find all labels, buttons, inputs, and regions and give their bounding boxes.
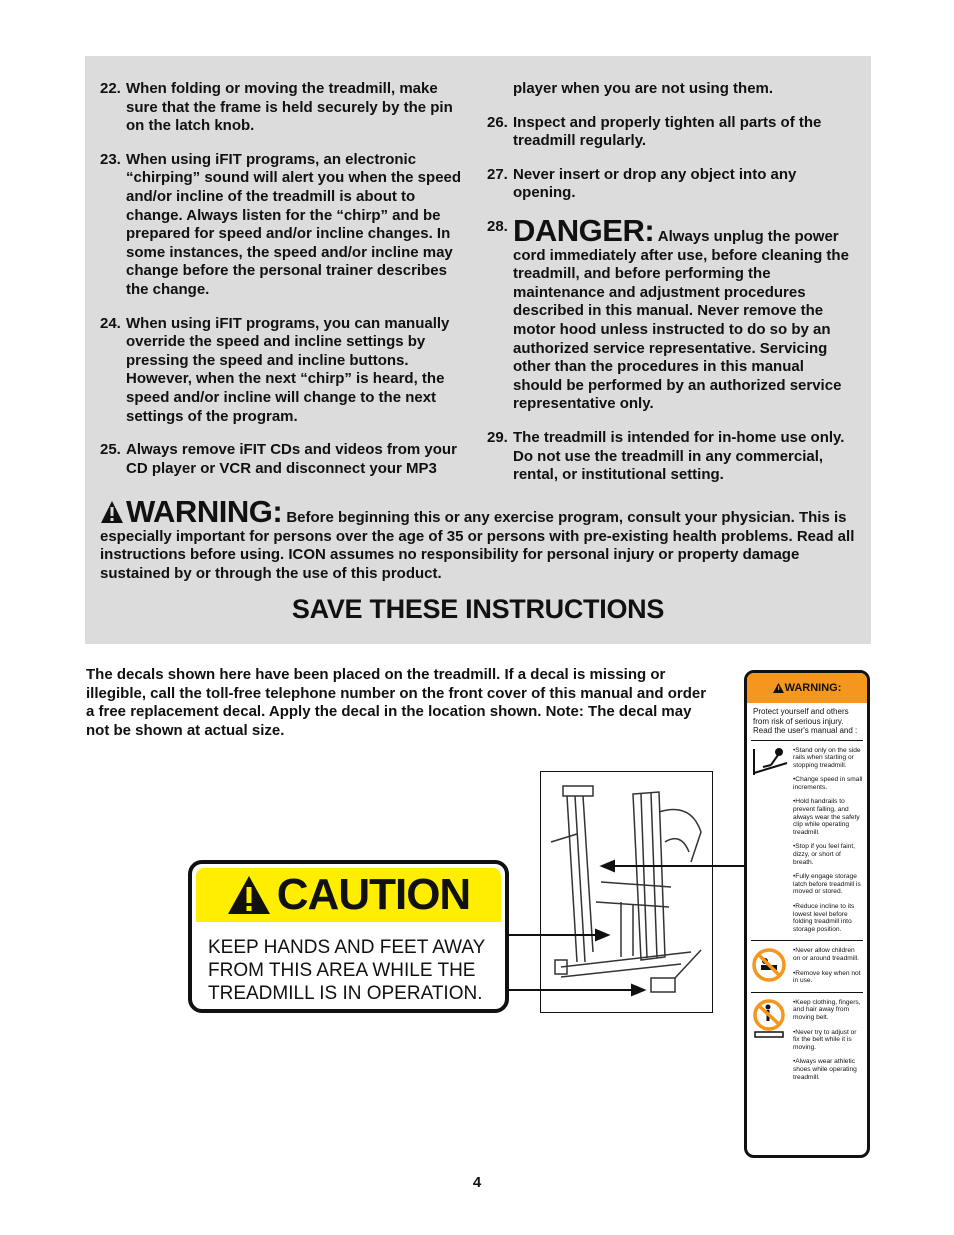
save-instructions-title: SAVE THESE INSTRUCTIONS bbox=[291, 594, 665, 624]
warning-decal bbox=[744, 670, 870, 1158]
instruction-22: 22. When folding or moving the treadmill, make sure that the frame is held securely by the pin on the latch knob. bbox=[100, 80, 453, 135]
warning-decal-item: •Always wear athletic shoes while operating treadmill. bbox=[793, 1058, 857, 1081]
instruction-23: 23. When using iFIT programs, an electronic “chirping” sound will alert you when the speed and/or incline of the treadmill is about to change. Always listen for the “chirp” and be prepared for speed and/or incline changes. In some instances, the speed and/or incline may change before the personal trainer describes the change. bbox=[100, 150, 462, 298]
instruction-27: 27. Never insert or drop any object into any opening. bbox=[487, 165, 797, 202]
decal-paragraph: The decals shown here have been placed on the treadmill. If a decal is missing or illegible, call the toll-free telephone number on the front cover of this manual and order a free replacement decal. Apply the decal in the location shown. Note: The decal may not be shown at actual size. bbox=[86, 666, 707, 739]
warning-decal-item: •Never allow children on or around treadmill. bbox=[793, 947, 859, 962]
instruction-25: 25. Always remove iFIT CDs and videos from your CD player or VCR and disconnect your MP3 bbox=[100, 441, 457, 477]
warning-decal-item: •Never try to adjust or fix the belt while it is moving. bbox=[793, 1028, 857, 1051]
instruction-24: 24. When using iFIT programs, you can manually override the speed and incline settings by pressing the speed and incline buttons. However, when the next “chirp” is heard, the speed and/or incline will change to the next settings of the program. bbox=[100, 314, 450, 425]
no-children-icon bbox=[751, 947, 787, 983]
warning-label: WARNING: bbox=[126, 494, 283, 529]
warning-decal-item: •Fully engage storage latch before treadmill is moved or stored. bbox=[793, 873, 861, 896]
instruction-28: 28. DANGER: Always unplug the power cord immediately after use, before cleaning the treadmill, and before performing the maintenance and adjustment procedures described in this manual. Never remove the motor hood unless instructed to do so by an authorized service representative. Servicing other than the procedures in this manual should be performed by an authorized service representative only. bbox=[487, 212, 849, 413]
warning-decal-item: •Hold handrails to prevent falling, and always wear the safety clip while operating treadmill. bbox=[793, 798, 860, 836]
warning-text: Before beginning this or any exercise program, consult your physician. This is especially important for persons over the age of 35 or persons with pre-existing health problems. Read all instructions before using. ICON assumes no responsibility for personal injury or property damage sustained by or through the use of this product. bbox=[100, 509, 855, 582]
instruction-26: 26. Inspect and properly tighten all parts of the treadmill regularly. bbox=[487, 113, 822, 150]
warning-decal-intro: Protect yourself and others from risk of serious injury. Read the user's manual and : bbox=[753, 707, 858, 735]
warning-decal-group-2 bbox=[751, 940, 863, 991]
page-number: 4 bbox=[472, 1174, 482, 1191]
caution-text: KEEP HANDS AND FEET AWAY FROM THIS AREA WHILE THE TREADMILL IS IN OPERATION. bbox=[208, 937, 485, 1004]
warning-decal-item: •Stand only on the side rails when starting or stopping treadmill. bbox=[793, 746, 861, 769]
warning-decal-group-1 bbox=[751, 740, 863, 941]
warning-decal-item: •Reduce incline to its lowest level before folding treadmill into storage position. bbox=[793, 903, 855, 933]
warning-decal-item: •Change speed in small increments. bbox=[793, 776, 863, 791]
caution-label: CAUTION bbox=[276, 870, 471, 919]
warning-decal-group-3 bbox=[751, 992, 863, 1088]
danger-text: Always unplug the power cord immediately after use, before cleaning the treadmill, and before performing the maintenance and adjustment procedures described in this manual. Never remove the motor hood unless instructed to do so by an authorized service representative. Servicing other than the procedures in this manual should be performed by an authorized service representative only. bbox=[513, 227, 849, 413]
danger-label: DANGER: bbox=[513, 212, 655, 248]
side-rails-icon bbox=[751, 747, 789, 777]
warning-decal-item: •Remove key when not in use. bbox=[793, 969, 861, 985]
instruction-25-continued: player when you are not using them. bbox=[513, 80, 774, 97]
warning-decal-item: •Stop if you feel faint, dizzy, or short of breath. bbox=[793, 843, 856, 866]
warning-decal-item: •Keep clothing, fingers, and hair away from moving belt. bbox=[793, 998, 861, 1021]
warning-decal-header: WARNING: bbox=[747, 673, 867, 703]
moving-belt-icon bbox=[751, 999, 787, 1039]
warning-decal-triangle-icon bbox=[773, 683, 784, 693]
instruction-29: 29. The treadmill is intended for in-home use only. Do not use the treadmill in any commercial, rental, or institutional setting. bbox=[487, 428, 845, 484]
